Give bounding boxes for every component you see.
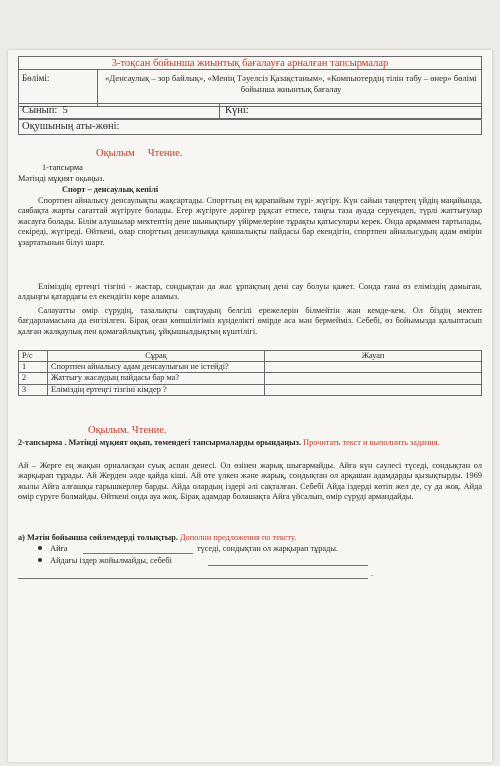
table-row bbox=[19, 384, 482, 395]
task2-label-ru: Прочитать текст и выполнить задания. bbox=[303, 438, 440, 447]
task1-instruction: Мәтінді мұқият оқыңыз. bbox=[18, 174, 105, 183]
row-question: Спортпен айналысу адам денсаулығын не істейді? bbox=[48, 362, 265, 373]
answer-cell[interactable] bbox=[265, 373, 482, 384]
student-name-row[interactable] bbox=[18, 119, 482, 135]
bullet-icon bbox=[38, 558, 42, 562]
answer-cell[interactable] bbox=[265, 384, 482, 395]
section-text: «Денсаулық – зор байлық», «Менің Тәуелсіз Қазақстаным», «Компьютердің тілін табу – өнер» бөлімі бойынша жиынтық бағалау bbox=[105, 73, 477, 94]
row-number: 1 bbox=[19, 362, 48, 373]
grade-value: 5 bbox=[62, 105, 68, 116]
blank-line-2[interactable] bbox=[208, 565, 368, 566]
column-header: Сұрақ bbox=[48, 351, 265, 362]
grade-row bbox=[18, 103, 482, 119]
blank-line-1[interactable] bbox=[83, 553, 193, 554]
task1-label: 1-тапсырма bbox=[42, 163, 83, 172]
part2-heading: Оқылым. Чтение. bbox=[88, 425, 167, 436]
column-header: Р/с bbox=[19, 351, 48, 362]
bullet1-end: түседі, сондықтан ол жарқырап тұрады. bbox=[197, 544, 338, 553]
table-header-row bbox=[19, 351, 482, 362]
row-number: 3 bbox=[19, 384, 48, 395]
day-field[interactable] bbox=[225, 105, 249, 116]
grade-field[interactable] bbox=[22, 105, 68, 116]
table-row bbox=[19, 362, 482, 373]
grade-label: Сынып: bbox=[22, 105, 58, 116]
text-title: Спорт – денсаулық кепілі bbox=[62, 185, 159, 194]
part1-heading-kz: Оқылым bbox=[96, 148, 135, 159]
part1-heading-ru: Чтение. bbox=[147, 148, 183, 159]
worksheet-page bbox=[8, 50, 492, 762]
answer-cell[interactable] bbox=[265, 362, 482, 373]
question-table bbox=[18, 350, 482, 396]
end-mark: . bbox=[371, 569, 374, 578]
subtask-a-label-ru: Дополни предложения по тексту. bbox=[180, 533, 297, 542]
section-label: Бөлімі: bbox=[22, 73, 50, 83]
divider bbox=[97, 70, 98, 106]
bullet2-start: Айдағы іздер жойылмайды, себебі bbox=[50, 556, 172, 565]
paragraph-2: Еліміздің ертеңгі тізгіні - жастар, сондықтан да жас ұрпақтың дені сау болуы қажет. Сонда ғана өз еліміздің дамыған, алдыңғы қатардағы ел екендігін көре аламыз. bbox=[18, 282, 482, 302]
worksheet-title: 3-тоқсан бойынша жиынтық бағалауға арналған тапсырмалар bbox=[18, 56, 482, 70]
paragraph-3: Салауатты өмір сүрудің, тазалықты сақтаудың белгілі ережелерін білмейтін жан кемде-кем. Ол біздің мектеп бағдарламасына да енгізілген. Бірақ оған көпшілігіміз күнделікті өмірде аса мән бермейміз. Себебі, өз бойымызда қалыптасып қалған жалқаулық пен қомағайлықтың, ұйқышылдықтың күштілігі. bbox=[18, 306, 482, 336]
row-question: Еліміздің ертеңгі тізгіні кімдер ? bbox=[48, 384, 265, 395]
bullet-icon bbox=[38, 546, 42, 550]
table-row bbox=[19, 373, 482, 384]
day-label: Күні: bbox=[225, 105, 249, 116]
task2-text: Ай – Жерге ең жақын орналасқан суық аспан денесі. Ол өзінен жарық шығармайды. Айға күн сәулесі түседі, сондықтан ол жарқырап тұрады. Ай Жерден әлде қайда кіші. Ай өте үлкен және жарық, сондықтан ол арқашан адамдарды қызықтырды. 1969 жылы Айға алғашқы ғарышкерлер барды. Айда олардың іздері әлі сақталған. Себебі Айда іздерді көтіп жел де, су да жоқ. Айда өмір сүруге болмайды. Өйткені онда ауа жоқ. Бірақ адамдар болашақта Айға үйсалып, өмір сүруді армандайды. bbox=[18, 461, 482, 502]
bullet1-start: Айға bbox=[50, 544, 68, 553]
bullet-item-1 bbox=[38, 544, 68, 554]
column-header: Жауап bbox=[265, 351, 482, 362]
row-question: Жаттығу жасаудың пайдасы бар ма? bbox=[48, 373, 265, 384]
section-row bbox=[18, 69, 482, 107]
task2-label bbox=[18, 438, 482, 448]
divider bbox=[219, 104, 220, 118]
task2-label-kz: 2-тапсырма . Мәтінді мұқият оқып, төмендегі тапсырмаларды орындаңыз. bbox=[18, 438, 302, 447]
row-number: 2 bbox=[19, 373, 48, 384]
paragraph-1: Спортпен айналысу денсаулықты жақсартады. Спорттың ең қарапайым түрі- жүгіру. Күн сайын таңертең үйдің маңайында, саябақта жарты сағаттай жүгіруге болады. Егер жүгіруге дәрігер рұқсат етпесе, таңғы таза ауада серуендеп, түрлі жаттығулар жасауға болады. Білім алушылар мектептің дене шынықтыру үйірмелеріне тұрақты қатысулары керек. Онда арқаммен тартылады, секіреді, жүгіреді. Өйткені, олар спорттың денсаулыққа қаншалықты пайдасы бар екендігін, спортпен айналысудың адам өмірін ұзартатынын білуі шарт. bbox=[18, 196, 482, 247]
subtask-a-label: а) Мәтін бойынша сөйлемдерді толықтыр. bbox=[18, 533, 178, 542]
student-name-label: Оқушының аты-жөні: bbox=[22, 121, 120, 132]
subtask-a bbox=[18, 533, 482, 543]
blank-line-3[interactable] bbox=[18, 578, 368, 579]
part1-heading bbox=[96, 147, 182, 160]
bullet-item-2 bbox=[38, 556, 172, 566]
